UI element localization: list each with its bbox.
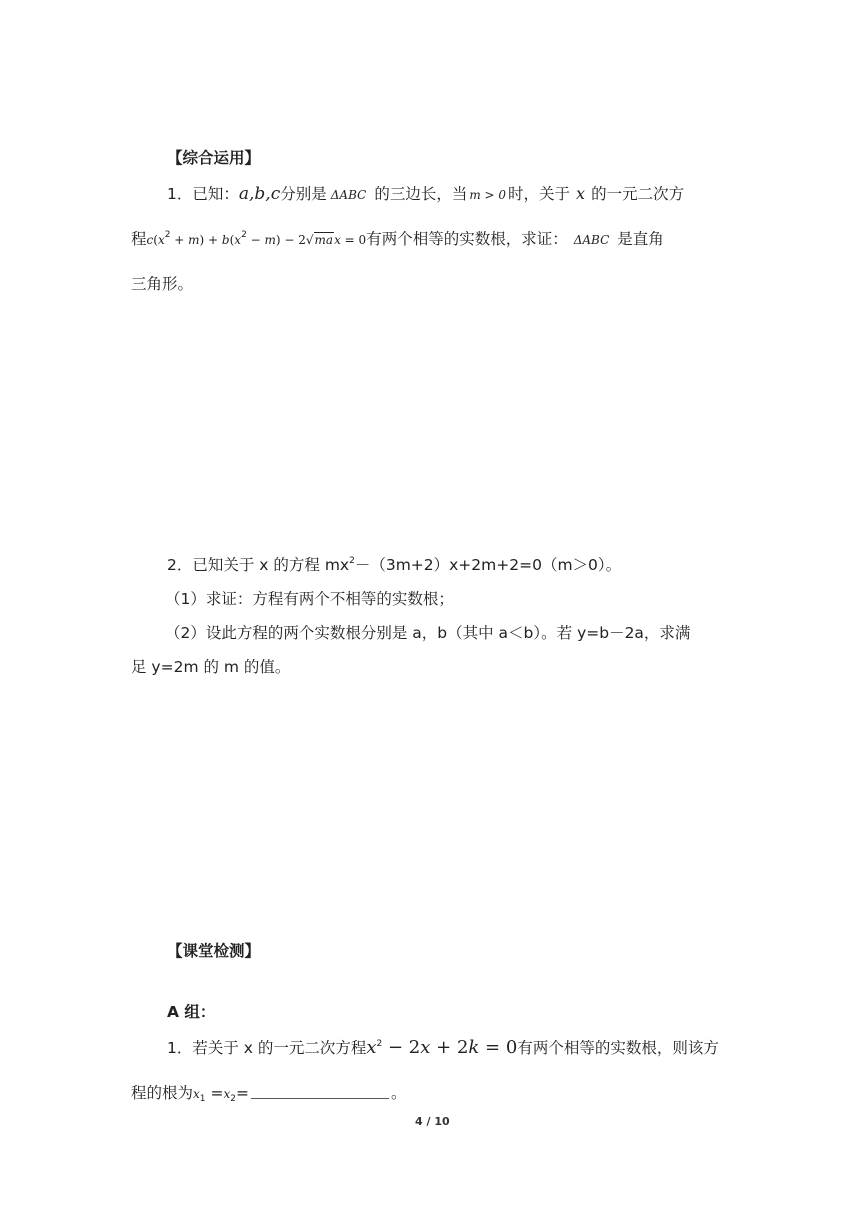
math-abc: a,b,c (238, 184, 281, 204)
math-roots: $x_1 =x_2=$ (193, 1084, 249, 1104)
math-condition: m > 0 (469, 188, 507, 202)
superscript: 2 (349, 556, 355, 566)
text: 有两个相等的实数根，则该方 (517, 1039, 719, 1057)
math-equation: $c(x^2 + m) + b(x^2 - m) - 2√\max = 0$ (146, 230, 367, 247)
math-x: x (576, 184, 586, 203)
section-heading-class-test: 【课堂检测】 (167, 942, 261, 960)
question-1-line-2 (131, 1081, 406, 1103)
problem-1-line-2 (131, 227, 664, 249)
text: 的一元二次方 (591, 185, 685, 203)
text: 程 (131, 230, 147, 248)
section-heading-comprehensive: 【综合运用】 (167, 149, 261, 167)
problem-1-line-1 (167, 182, 684, 204)
text: 1．若关于 x 的一元二次方程 (167, 1039, 367, 1057)
problem-1-line-3: 三角形。 (131, 275, 194, 293)
text: 。 (390, 1084, 407, 1102)
answer-blank[interactable] (251, 1086, 389, 1099)
problem-1-number: 1．已知： (167, 185, 239, 203)
math-triangle-abc-2: ΔABC (573, 233, 610, 247)
problem-2-part-1: （1）求证：方程有两个不相等的实数根； (165, 590, 454, 608)
page-number: 4 / 10 (415, 1115, 450, 1128)
text: 2．已知关于 x 的方程 mx (167, 556, 350, 574)
math-equation-q1: $x^2 - 2x + 2k = 0$ (366, 1037, 518, 1058)
problem-2-line-1 (167, 553, 621, 575)
text: 时，关于 (508, 185, 571, 203)
math-triangle-abc: ΔABC (330, 188, 367, 202)
text: 程的根为 (131, 1084, 194, 1102)
text: －（3m+2）x+2m+2=0（m＞0）。 (354, 556, 622, 574)
problem-2-part-2-cont: 足 y=2m 的 m 的值。 (131, 658, 291, 676)
text: 的三边长，当 (374, 185, 468, 203)
text: 有两个相等的实数根，求证： (366, 230, 568, 248)
text: 是直角 (617, 230, 664, 248)
group-a-label: A 组： (167, 1003, 216, 1021)
question-1-line-1 (167, 1036, 719, 1058)
problem-2-part-2: （2）设此方程的两个实数根分别是 a，b（其中 a＜b）。若 y=b－2a，求满 (165, 624, 691, 642)
text: 分别是 (280, 185, 327, 203)
